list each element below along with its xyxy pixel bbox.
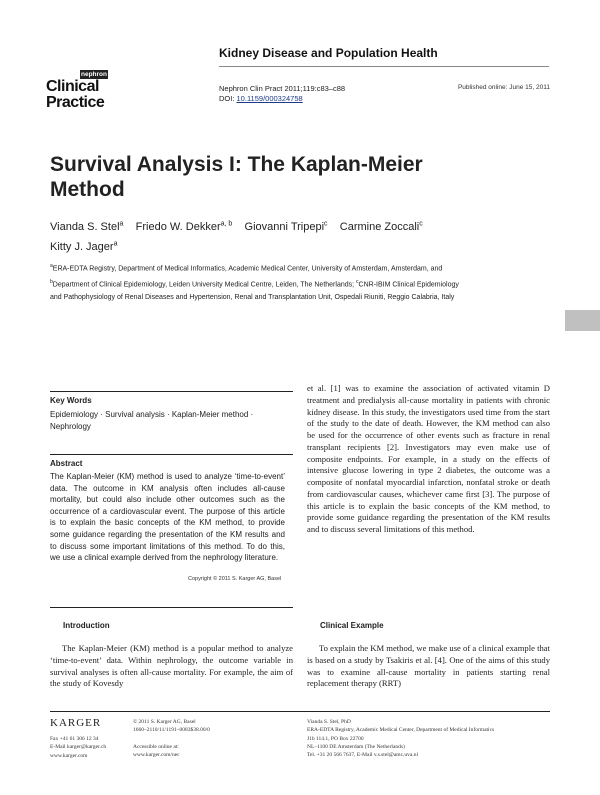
doi-line [219,94,303,103]
keywords-text: Epidemiology · Survival analysis · Kaplan-Meier method · Nephrology [50,410,254,431]
copyright-note: Copyright © 2011 S. Karger AG, Basel [188,576,282,582]
abstract-rule [50,454,293,455]
intro-rule [50,607,293,608]
abstract-text: The Kaplan-Meier (KM) method is used to analyze ‘time-to-event’ data. The outcome in KM analysis often includes all-cause mortality, but could also include other outcomes such as the occurrence of a cardiovascular event. The purpose of this article is to explain the basic concepts of the KM method, to provide some guidance regarding the presentation of the KM results and to discuss some important limitations of this method. To do this, we use a clinical example derived from the nephrology literature. [50,472,285,563]
header-rule [219,66,549,67]
doi-link[interactable]: 10.1159/000324758 [236,94,303,103]
author: Kitty J. Jager$^a$ [50,240,118,254]
journal-logo-line2: Practice [46,94,105,111]
clinical-example-heading: Clinical Example [320,621,384,630]
journal-section: Kidney Disease and Population Health [219,46,438,60]
article-title [50,152,480,202]
affiliations: $^a$ERA-EDTA Registry, Department of Medical Informatics, Academic Medical Center, University of Amsterdam, Amsterdam, and $^b$Department of Clinical Epidemiology, Leiden University Medical Centre, Leiden, The Netherlands; $^c$CNR-IBIM Clinical Epidemiology and Pathophysiology of Renal Diseases and Hypertension, Renal and Transplantation Unit, Ospedali Riuniti, Reggio Calabria, Italy [50,263,459,301]
citation: Nephron Clin Pract 2011;119:c83–c88 [219,84,346,93]
publisher-logo: KARGER [50,717,102,729]
clinical-example-text: To explain the KM method, we make use of a clinical example that is based on a study by Tsakiris et al. [4]. One of the aims of this study was to examine all-cause mortality in patients starting renal replacement therapy (RRT) [307,643,550,689]
author: Friedo W. Dekker$^{a, b}$ [135,220,233,233]
author: Carmine Zoccali$^c$ [339,220,423,233]
author: Giovanni Tripepi$^c$ [244,220,328,233]
side-tab-marker [565,310,600,331]
body-text-right: et al. [1] was to examine the association of activated vitamin D treatment and predialysis all-cause mortality in patients with chronic kidney disease. In this study, the investigators used time from the start of the study to the date of death. However, the KM method can also be used for the occurrence of other events such as fracture in renal transplant recipients [2]. Investigators may even make use of composite endpoints. For example, in a study on the effects of intensive glucose lowering in type 2 diabetes, the outcome was a composite of nonfatal myocardial infarction, nonfatal stroke or death from cardiovascular causes, whichever came first [3]. The purpose of this article is to explain the basic concepts of the KM method, to provide some guidance regarding the presentation of the KM results and to discuss several limitations of this method. [307,383,550,534]
author-list [50,215,480,256]
correspondence-block: Vianda S. Stel, PhD ERA-EDTA Registry, Academic Medical Center, Department of Medical Informatics J1b 114.1, PO Box 22700 NL–1100 DE Amsterdam (The Netherlands) Tel. +31 20 566 7637, E-Mail v.s.stel@amc.uva.nl [307,719,495,759]
journal-logo-line1: Clinical [46,78,99,95]
published-date: Published online: June 15, 2011 [457,84,550,91]
publisher-contact: Fax +41 61 306 12 34 E-Mail karger@karger.ch www.karger.com [50,736,107,759]
keywords-rule [50,391,293,392]
introduction-text: The Kaplan-Meier (KM) method is a popular method to analyze ‘time-to-event’ data. Within nephrology, the outcome variable in survival analyses is often all-cause mortality. For example, the aim of the study of Kovesdy [50,643,293,689]
doi-label: DOI: [219,94,235,103]
footer-rule [50,711,550,712]
keywords-heading: Key Words [50,396,92,405]
nephron-logo-badge: nephron [81,71,107,78]
introduction-heading: Introduction [63,621,110,630]
author: Vianda S. Stel$^a$ [50,220,124,233]
copyright-block: © 2011 S. Karger AG, Basel 1660–2110/11/1191–0083$38.00/0 Accessible online at: www.karger.com/nec [133,719,210,758]
title-line-1: Survival Analysis I: The Kaplan-Meier [50,153,423,176]
title-line-2: Method [50,178,125,201]
abstract-heading: Abstract [50,459,83,468]
